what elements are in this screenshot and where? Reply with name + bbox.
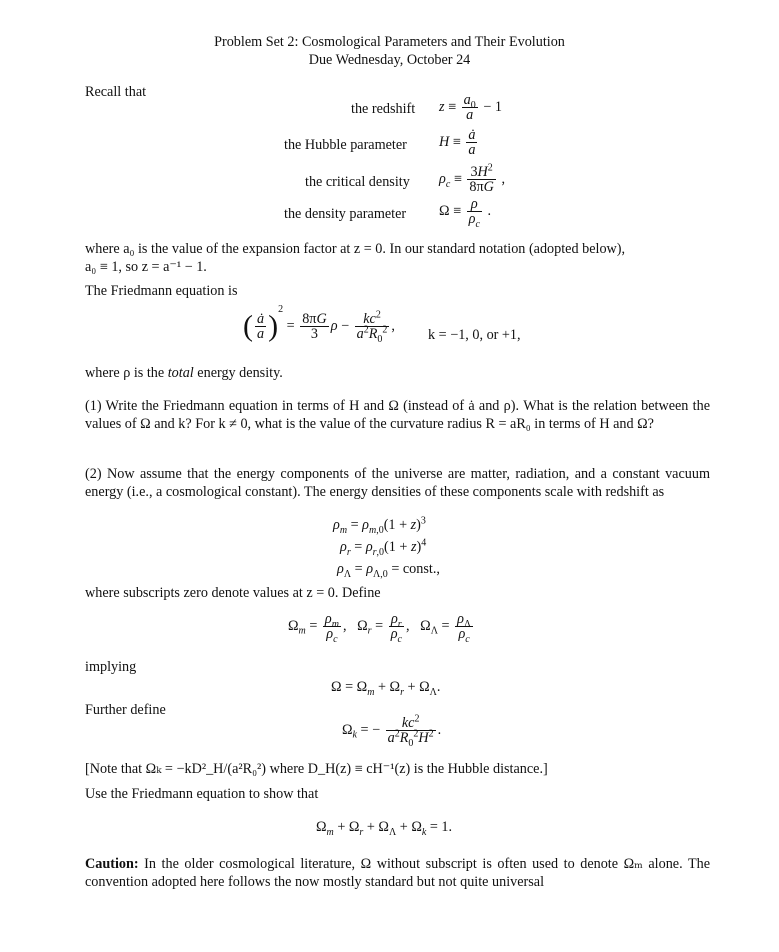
hubble-distance-note: [Note that Ωₖ = −kD²_H/(a²R₀²) where D_H(z) ≡ cH⁻¹(z) is the Hubble distance.] — [85, 761, 548, 777]
expansion-note-line2: a₀ ≡ 1, so z = a⁻¹ − 1. — [85, 259, 207, 275]
implying-label: implying — [85, 659, 137, 675]
rho-m-scaling: $\rho_m = \rho_{m,0}(1 + z)^3$ — [333, 515, 426, 536]
density-label: the density parameter — [284, 206, 407, 222]
rho-r-scaling: $\rho_r = \rho_{r,0}(1 + z)^4$ — [340, 537, 427, 558]
caution-label: Caution: — [85, 856, 139, 872]
redshift-formula: z ≡ $\frac{a_0}{a}$ − 1 — [439, 92, 502, 123]
further-define: Further define — [85, 702, 166, 718]
hubble-formula: H ≡ $\frac{ȧ}{a}$ — [439, 127, 476, 158]
due-date: Due Wednesday, October 24 — [308, 52, 471, 68]
use-friedmann: Use the Friedmann equation to show that — [85, 786, 319, 802]
question-1: (1) Write the Friedmann equation in terms of H and Ω (instead of ȧ and ρ). What is the relation between the values of Ω and k? For k ≠ 0, what is the value of the curvature radius R = aR₀ in terms of H and Ω? — [85, 398, 710, 432]
page-title: Problem Set 2: Cosmological Parameters and Their Evolution — [214, 34, 565, 50]
define-line: where subscripts zero denote values at z = 0. Define — [85, 585, 381, 601]
closure-relation: $\Omega_m + \Omega_r + \Omega_\Lambda + \Omega_k = 1$. — [316, 819, 453, 838]
omega-sum: $\Omega = \Omega_m + \Omega_r + \Omega_\Lambda$. — [331, 679, 441, 698]
question-2: (2) Now assume that the energy components of the universe are matter, radiation, and a constant vacuum energy (i.e., a cosmological constant). The energy densities of these components scale with redshift as — [85, 466, 710, 500]
expansion-note-line1: where a₀ is the value of the expansion factor at z = 0. In our standard notation (adopted below), — [85, 241, 626, 257]
redshift-label: the redshift — [351, 101, 416, 117]
friedmann-intro: The Friedmann equation is — [85, 283, 238, 299]
critical-label: the critical density — [305, 174, 410, 190]
friedmann-equation: ( $\frac{ȧ}{a}$ )$^2$ = $\frac{8\pi G}{3}$ ρ − $\frac{kc^2}{a^2R_0^2}$ , — [243, 304, 395, 345]
k-values: k = −1, 0, or +1, — [428, 327, 521, 343]
rho-lambda-scaling: $\rho_\Lambda = \rho_{\Lambda,0}$ = const., — [337, 561, 440, 580]
recall-intro: Recall that — [85, 84, 147, 100]
hubble-label: the Hubble parameter — [284, 137, 407, 153]
omega-definitions: $\Omega_m$ = $\frac{\rho_m}{\rho_c}$ , $\Omega_r$ = $\frac{\rho_r}{\rho_c}$ , $\Omega_\Lambda$ = $\frac{\rho_\Lambda}{\rho_c}$ — [288, 611, 472, 645]
caution-note: Caution: In the older cosmological literature, Ω without subscript is often used to denote Ωₘ alone. The convention adopted here follows the now mostly standard but not quite universal — [85, 856, 710, 890]
omega-k-definition: $\Omega_k$ = − $\frac{kc^2}{a^2R_0^2H^2}$ . — [342, 713, 442, 749]
critical-formula: $\rho_c$ ≡ $\frac{3H^2}{8\pi G}$ , — [439, 162, 505, 195]
friedmann-after: where ρ is the total energy density. — [85, 365, 283, 381]
density-formula: Ω ≡ $\frac{\rho}{\rho_c}$ . — [439, 196, 491, 230]
